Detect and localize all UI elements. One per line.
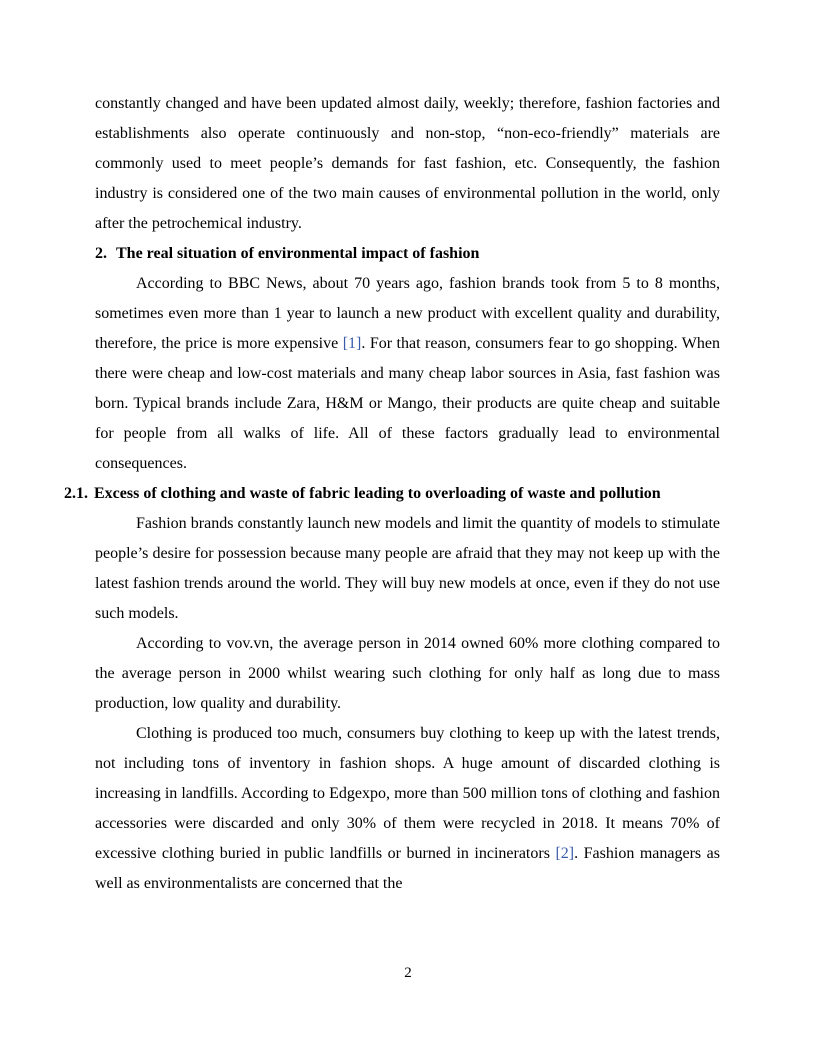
paragraph-bbc-news (95, 269, 720, 479)
paragraph-clothing-text-before: Clothing is produced too much, consumers buy clothing to keep up with the latest trends, not including tons of inventory in fashion shops. A huge amount of discarded clothing is increasing in landfills. According to Edgexpo, more than 500 million tons of clothing and fashion accessories were discarded and only 30% of them were recycled in 2018. It means 70% of excessive clothing buried in public landfills or burned in incinerators (95, 725, 720, 862)
paragraph-vov: According to vov.vn, the average person in 2014 owned 60% more clothing compared to the average person in 2000 whilst wearing such clothing for only half as long due to mass production, low quality and durability. (95, 635, 720, 712)
paragraph-clothing-text-after: . Fashion managers as well as environmentalists are concerned that the (95, 845, 721, 892)
heading-2-number: 2. (95, 245, 107, 262)
citation-1-link[interactable]: [1] (342, 335, 362, 352)
page-body-text (64, 89, 721, 899)
paragraph-bbc-text-after: . For that reason, consumers fear to go shopping. When there were cheap and low-cost materials and many cheap labor sources in Asia, fast fashion was born. Typical brands include Zara, H&M or Mango, their products are quite cheap and suitable for people from all walks of life. All of these factors gradually lead to environmental consequences. (95, 335, 720, 472)
heading-2-1-number: 2.1. (64, 485, 88, 502)
heading-section-2-1 (64, 479, 720, 509)
heading-2-1-text: Excess of clothing and waste of fabric leading to overloading of waste and pollution (94, 485, 661, 502)
paragraph-clothing-waste (95, 719, 720, 899)
heading-2-text: The real situation of environmental impact of fashion (116, 245, 480, 262)
paragraph-intro: constantly changed and have been updated almost daily, weekly; therefore, fashion factories and establishments also operate continuously and non-stop, “non-eco-friendly” materials are commonly used to meet people’s demands for fast fashion, etc. Consequently, the fashion industry is considered one of the two main causes of environmental pollution in the world, only after the petrochemical industry. (95, 95, 720, 232)
paragraph-bbc-text-before: According to BBC News, about 70 years ago, fashion brands took from 5 to 8 months, sometimes even more than 1 year to launch a new product with excellent quality and durability, therefore, the price is more expensive (95, 275, 720, 352)
paragraph-fashion-brands: Fashion brands constantly launch new models and limit the quantity of models to stimulate people’s desire for possession because many people are afraid that they may not keep up with the latest fashion trends around the world. They will buy new models at once, even if they do not use such models. (95, 515, 720, 622)
citation-2-link[interactable]: [2] (555, 845, 575, 862)
heading-section-2 (95, 239, 720, 269)
page-number: 2 (404, 965, 412, 981)
